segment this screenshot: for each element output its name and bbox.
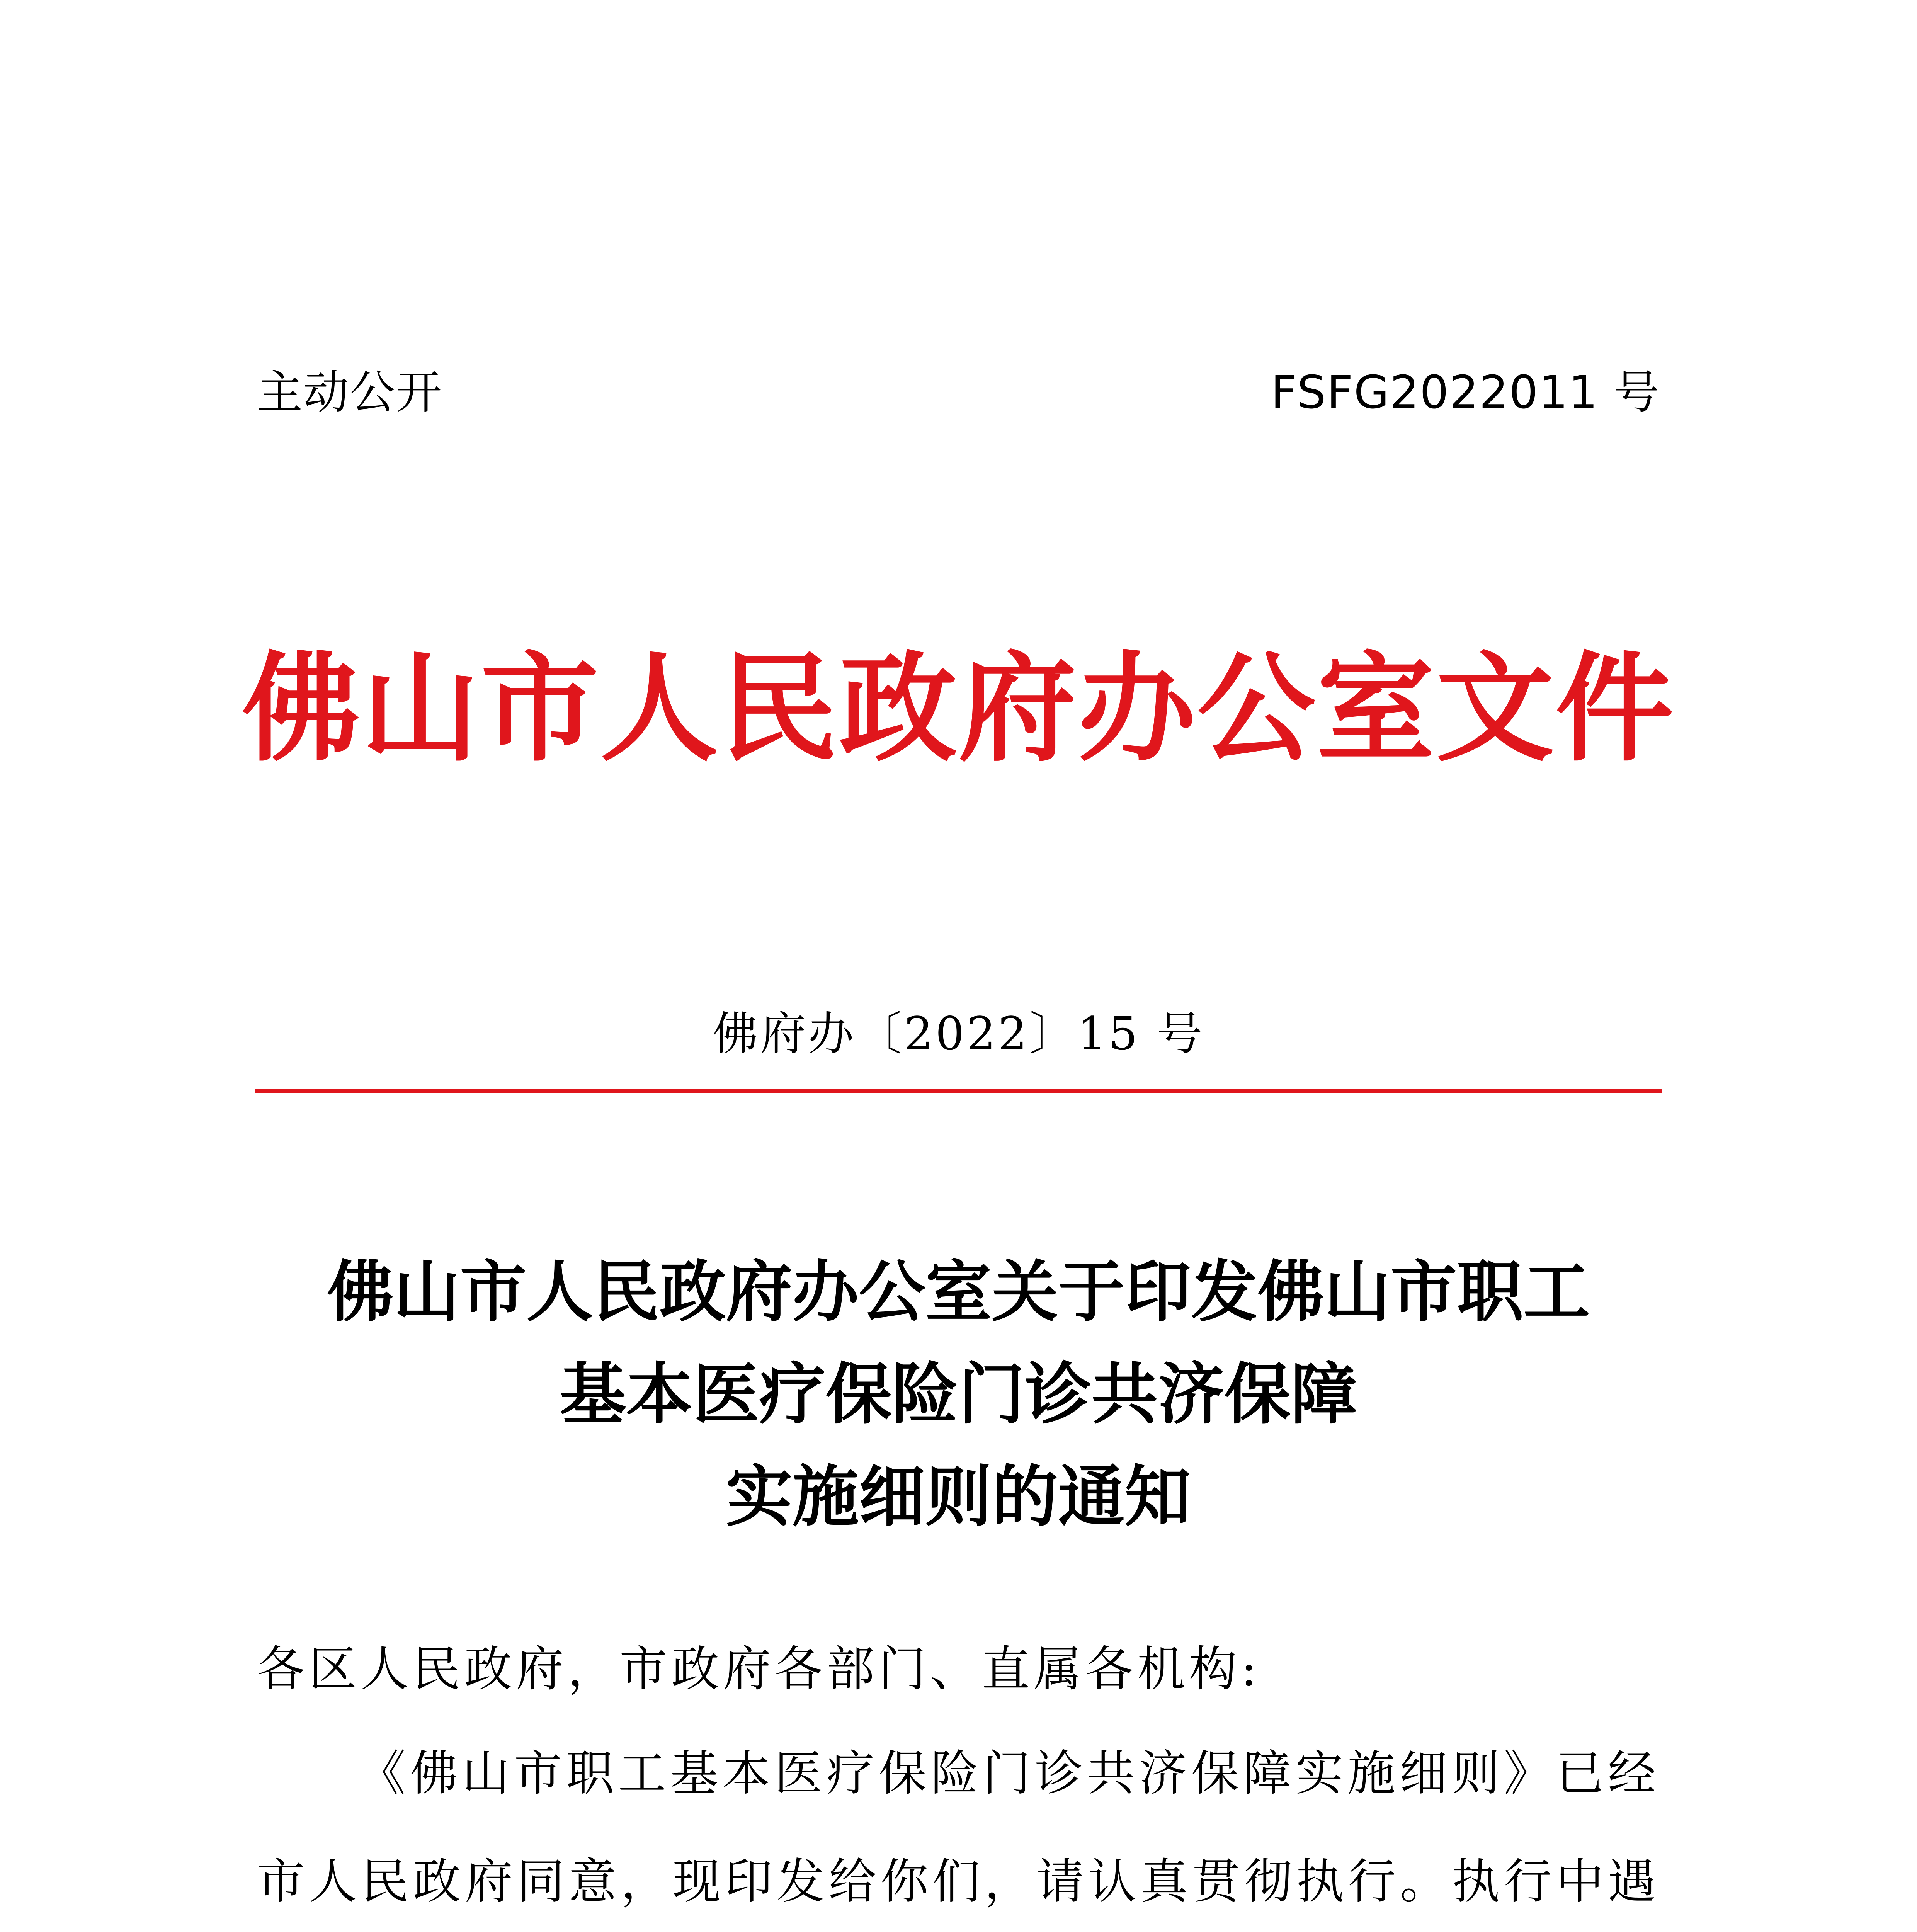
- title-line-1: 佛山市人民政府办公室关于印发佛山市职工: [327, 1252, 1590, 1331]
- document-code: FSFG2022011 号: [1271, 366, 1660, 419]
- red-divider: [255, 1089, 1662, 1093]
- document-number: 佛府办〔2022〕15 号: [712, 1007, 1205, 1060]
- notice-title: [0, 1240, 1917, 1548]
- masthead-title: 佛山市人民政府办公室文件: [242, 639, 1675, 777]
- salutation: 各区人民政府，市政府各部门、直属各机构:: [257, 1641, 1261, 1697]
- body-paragraph: [257, 1719, 1660, 1932]
- title-line-3: 实施细则的通知: [726, 1457, 1191, 1536]
- title-line-2: 基本医疗保险门诊共济保障: [560, 1355, 1357, 1433]
- body-paragraph-text: 《佛山市职工基本医疗保险门诊共济保障实施细则》已经市人民政府同意，现印发给你们，请认真贯彻执行。执行中遇: [257, 1746, 1660, 1910]
- disclosure-label: 主动公开: [257, 366, 443, 419]
